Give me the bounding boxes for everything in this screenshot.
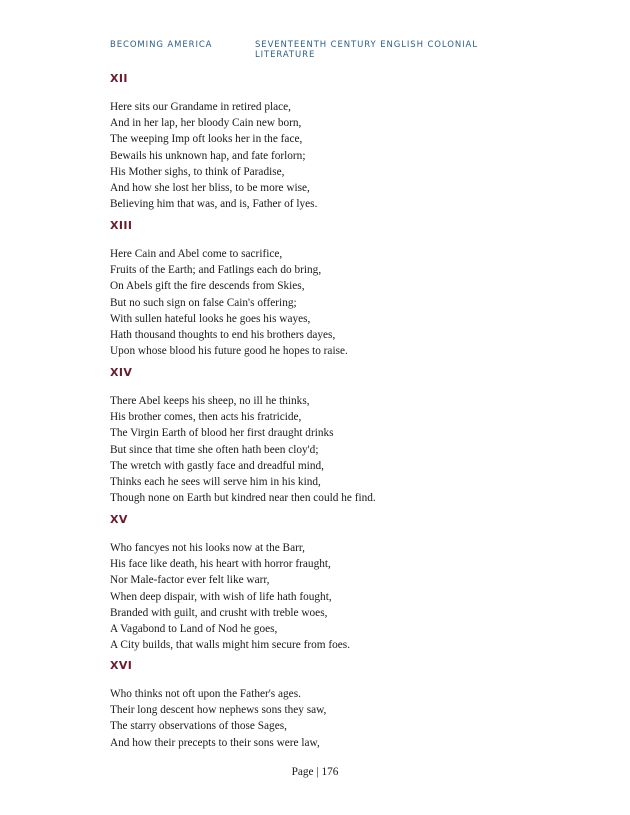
stanza-lines xyxy=(110,540,530,653)
stanza-number: XIV xyxy=(110,366,133,379)
stanza-number: XV xyxy=(110,513,128,526)
verse-line: Who fancyes not his looks now at the Barr, xyxy=(110,542,306,554)
stanza-number: XII xyxy=(110,72,128,85)
verse-line: And how she lost her bliss, to be more wise, xyxy=(110,182,310,195)
verse-line: Here sits our Grandame in retired place, xyxy=(110,101,291,113)
stanza-xiv xyxy=(110,366,530,506)
verse-line: When deep dispair, with wish of life hath fought, xyxy=(110,590,332,603)
stanza-xvi xyxy=(110,659,530,751)
verse-line: A Vagabond to Land of Nod he goes, xyxy=(110,623,278,636)
verse-line: Who thinks not oft upon the Father's ages. xyxy=(110,688,301,700)
verse-line: Fruits of the Earth; and Fatlings each do bring, xyxy=(110,264,322,277)
verse-line: Nor Male-factor ever felt like warr, xyxy=(110,574,270,587)
verse-line: A City builds, that walls might him secure from foes. xyxy=(110,639,351,652)
verse-line: Thinks each he sees will serve him in his kind, xyxy=(110,476,321,489)
verse-line: His Mother sighs, to think of Paradise, xyxy=(110,165,285,178)
verse-line: Believing him that was, and is, Father of lyes. xyxy=(110,198,318,211)
verse-line: His brother comes, then acts his fratricide, xyxy=(110,411,302,424)
verse-line: There Abel keeps his sheep, no ill he thinks, xyxy=(110,395,310,407)
verse-line: His face like death, his heart with horror fraught, xyxy=(110,558,331,571)
verse-line: Here Cain and Abel come to sacrifice, xyxy=(110,248,283,260)
stanza-lines xyxy=(110,686,530,751)
verse-line: The Virgin Earth of blood her first draught drinks xyxy=(110,427,334,440)
verse-line: Their long descent how nephews sons they saw, xyxy=(110,704,327,717)
header-section-title: SEVENTEENTH CENTURY ENGLISH COLONIAL LITERATURE xyxy=(255,40,478,60)
stanza-lines xyxy=(110,246,530,359)
verse-line: Upon whose blood his future good he hopes to raise. xyxy=(110,345,348,358)
verse-line: But no such sign on false Cain's offering; xyxy=(110,296,297,309)
verse-line: On Abels gift the fire descends from Skies, xyxy=(110,280,305,293)
page-number: 176 xyxy=(321,766,339,778)
stanza-xiii xyxy=(110,219,530,359)
page-footer xyxy=(0,766,630,778)
verse-line: And in her lap, her bloody Cain new born, xyxy=(110,117,302,130)
page-label: Page xyxy=(291,766,314,778)
verse-line: But since that time she often hath been cloy'd; xyxy=(110,443,319,456)
verse-line: With sullen hateful looks he goes his wayes, xyxy=(110,312,311,325)
verse-line: Branded with guilt, and crusht with treble woes, xyxy=(110,606,328,619)
header-book-title: BECOMING AMERICA xyxy=(110,40,213,50)
stanza-xii xyxy=(110,72,530,212)
page-separator: | xyxy=(316,766,319,778)
verse-line: Hath thousand thoughts to end his brothers dayes, xyxy=(110,329,336,342)
verse-line: The weeping Imp oft looks her in the face, xyxy=(110,133,303,146)
verse-line: Though none on Earth but kindred near then could he find. xyxy=(110,492,376,505)
stanza-lines xyxy=(110,393,530,506)
verse-line: And how their precepts to their sons were law, xyxy=(110,736,320,749)
running-header xyxy=(110,40,530,60)
verse-line: The wretch with gastly face and dreadful mind, xyxy=(110,459,324,472)
stanza-number: XIII xyxy=(110,219,133,232)
stanza-number: XVI xyxy=(110,659,133,672)
verse-line: The starry observations of those Sages, xyxy=(110,720,287,733)
verse-line: Bewails his unknown hap, and fate forlorn; xyxy=(110,149,306,162)
stanza-xv xyxy=(110,513,530,653)
stanza-lines xyxy=(110,99,530,212)
